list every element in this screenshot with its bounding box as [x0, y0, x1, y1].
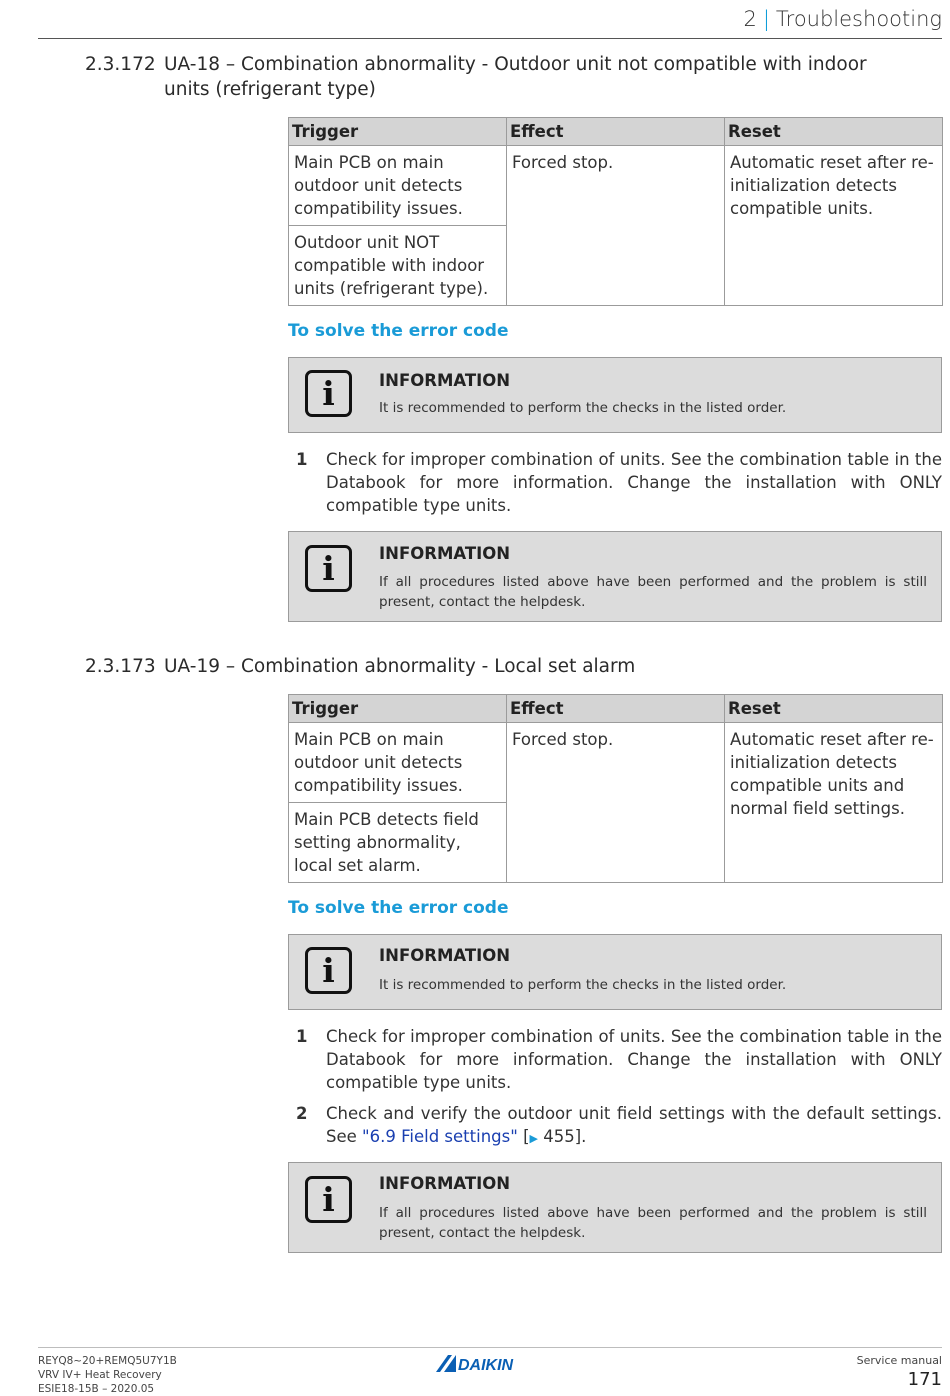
info-box — [288, 934, 942, 1010]
col-header-reset: Reset — [725, 118, 943, 146]
information-icon: i — [305, 947, 352, 994]
effect-cell: Forced stop. — [507, 723, 725, 883]
page-ref-arrow-icon: ▶ — [529, 1132, 538, 1145]
info-text: If all procedures listed above have been performed and the problem is still present, contact the helpdesk. — [379, 1205, 927, 1241]
step-text: Check for improper combination of units. See the combination table in the Databook for more information. Change the installation with ONLY compatible type units. — [326, 1027, 942, 1092]
col-header-trigger: Trigger — [289, 695, 507, 723]
step-item — [296, 1102, 942, 1150]
reset-cell: Automatic reset after re-initialization detects compatible units and normal field settings. — [725, 723, 943, 883]
section-heading-ua18 — [85, 52, 904, 102]
step-number: 1 — [296, 450, 308, 469]
footer-product: VRV IV+ Heat Recovery — [38, 1369, 162, 1381]
chapter-number: 2 — [743, 7, 757, 31]
information-icon: i — [305, 1176, 352, 1223]
information-icon: i — [305, 545, 352, 592]
step-item — [296, 448, 942, 517]
info-box — [288, 531, 942, 622]
footer-page-info — [857, 1354, 942, 1390]
chapter-title: Troubleshooting — [775, 7, 942, 31]
info-text: If all procedures listed above have been performed and the problem is still present, contact the helpdesk. — [379, 574, 927, 610]
section-title: UA-18 – Combination abnormality - Outdoor unit not compatible with indoor units (refrigerant type) — [164, 54, 867, 100]
step-text-part: Check and verify the outdoor unit field settings with the default settings. See — [326, 1104, 942, 1146]
col-header-trigger: Trigger — [289, 118, 507, 146]
col-header-effect: Effect — [507, 695, 725, 723]
info-text: It is recommended to perform the checks in the listed order. — [379, 977, 787, 993]
step-text: Check for improper combination of units. See the combination table in the Databook for more information. Change the installation with ONLY compatible type units. — [326, 450, 942, 515]
trigger-cell: Outdoor unit NOT compatible with indoor units (refrigerant type). — [289, 226, 507, 306]
footer-manual: Service manual — [856, 1354, 942, 1367]
logo-text: DAIKIN — [458, 1357, 514, 1374]
trigger-cell: Main PCB on main outdoor unit detects compatibility issues. — [289, 146, 507, 226]
trigger-cell: Main PCB on main outdoor unit detects compatibility issues. — [289, 723, 507, 803]
col-header-reset: Reset — [725, 695, 943, 723]
footer-model: REYQ8~20+REMQ5U7Y1B — [38, 1355, 177, 1367]
step-text — [326, 1102, 942, 1150]
section-number: 2.3.173 — [85, 656, 156, 677]
col-header-effect: Effect — [507, 118, 725, 146]
page-header — [38, 0, 942, 39]
info-box — [288, 1162, 942, 1253]
info-title: INFORMATION — [379, 371, 511, 390]
info-title: INFORMATION — [379, 1174, 511, 1193]
section-number: 2.3.172 — [85, 54, 156, 75]
section-title: UA-19 – Combination abnormality - Local set alarm — [164, 656, 636, 677]
step-number: 2 — [296, 1104, 308, 1123]
step-number: 1 — [296, 1027, 308, 1046]
trigger-cell: Main PCB detects field setting abnormality, local set alarm. — [289, 803, 507, 883]
info-box — [288, 357, 942, 433]
info-title: INFORMATION — [379, 946, 511, 965]
step-item — [296, 1025, 942, 1094]
solve-heading: To solve the error code — [288, 321, 509, 341]
section-heading-ua19 — [85, 654, 904, 679]
page-number: 171 — [907, 1369, 942, 1390]
trigger-table-ua18 — [288, 117, 943, 306]
field-settings-link[interactable]: "6.9 Field settings" — [362, 1127, 518, 1146]
footer-doc-ref: ESIE18-15B – 2020.05 — [38, 1383, 155, 1395]
daikin-logo — [436, 1353, 542, 1375]
solve-heading: To solve the error code — [288, 898, 509, 918]
trigger-table-ua19 — [288, 694, 943, 883]
page-ref-number: 455 — [543, 1127, 575, 1146]
ref-close: ]. — [574, 1127, 587, 1146]
ref-open: [ — [523, 1127, 530, 1146]
header-separator: | — [762, 7, 770, 31]
info-title: INFORMATION — [379, 544, 511, 563]
effect-cell: Forced stop. — [507, 146, 725, 306]
info-text: It is recommended to perform the checks in the listed order. — [379, 400, 787, 416]
reset-cell: Automatic reset after re-initialization detects compatible units. — [725, 146, 943, 306]
information-icon: i — [305, 370, 352, 417]
footer-divider — [38, 1347, 942, 1348]
footer-doc-info — [38, 1354, 177, 1396]
